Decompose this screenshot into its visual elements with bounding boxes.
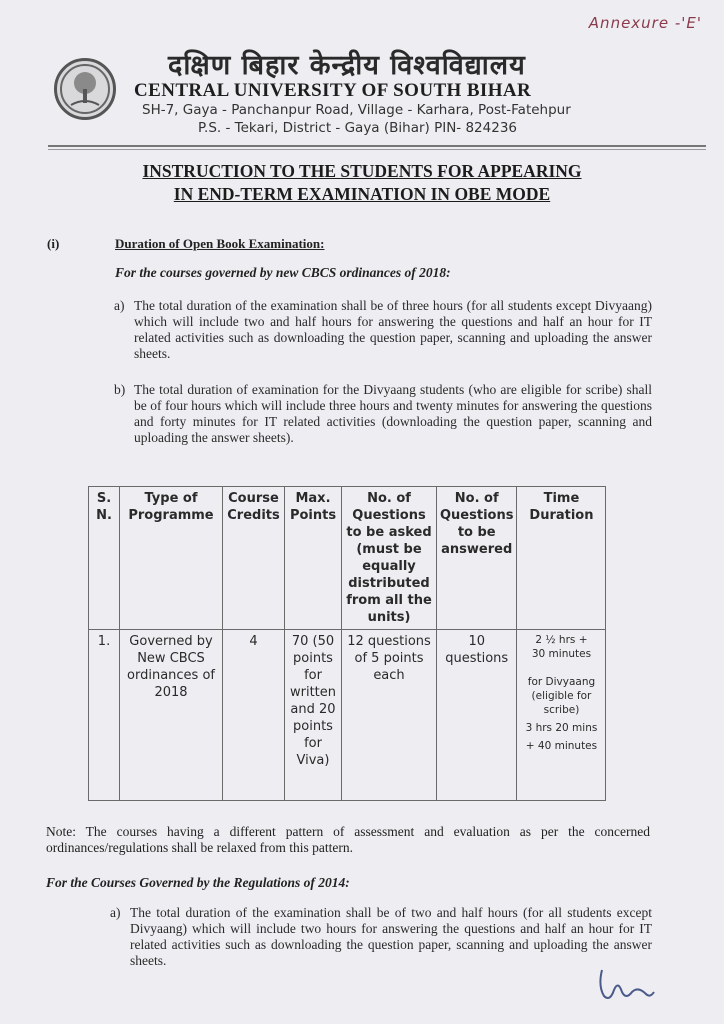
note-paragraph: Note: The courses having a different pattern of assessment and evaluation as per the concerned ordinances/regulations shall be relaxed from this pattern. bbox=[46, 824, 650, 855]
signature-mark bbox=[596, 966, 656, 1004]
paragraph-a bbox=[114, 298, 652, 362]
item-text: The total duration of examination for the Divyaang students (who are eligible for scribe) shall be of four hours which will include three hours and twenty minutes for answering the questions and forty minutes for IT related activities (downloading the question paper, scanning and uploading the answer sheets). bbox=[134, 382, 652, 445]
table-row bbox=[89, 630, 606, 801]
university-name-hindi: दक्षिण बिहार केन्द्रीय विश्वविद्यालय bbox=[168, 50, 526, 81]
header-points: Max. Points bbox=[285, 487, 342, 630]
cell-points: 70 (50 points for written and 20 points for Viva) bbox=[285, 630, 342, 801]
document-title-line-2: IN END-TERM EXAMINATION IN OBE MODE bbox=[173, 184, 551, 204]
address-line-1: SH-7, Gaya - Panchanpur Road, Village - Karhara, Post-Fatehpur bbox=[142, 102, 571, 118]
item-text: The total duration of the examination shall be of three hours (for all students except Divyaang) which will include two and half hours for answering the questions and half an hour for IT related activities such as downloading the question paper, scanning and uploading the answer sheets. bbox=[134, 298, 652, 361]
header-asked: No. of Questions to be asked (must be equally distributed from all the units) bbox=[342, 487, 437, 630]
table-header-row bbox=[89, 487, 606, 630]
section-number: (i) bbox=[47, 236, 60, 251]
duration-divyaang: for Divyaang (eligible for scribe) bbox=[527, 676, 596, 716]
header-divider-thin bbox=[48, 149, 706, 150]
paragraph-2a bbox=[110, 905, 652, 969]
header-programme: Type of Programme bbox=[120, 487, 223, 630]
item-label: b) bbox=[114, 382, 126, 397]
university-name-english: CENTRAL UNIVERSITY OF SOUTH BIHAR bbox=[134, 80, 532, 101]
address-line-2: P.S. - Tekari, District - Gaya (Bihar) PIN- 824236 bbox=[198, 120, 518, 136]
section2-subheading: For the Courses Governed by the Regulations of 2014: bbox=[46, 875, 350, 890]
header-divider bbox=[48, 145, 706, 147]
university-logo bbox=[54, 58, 116, 120]
duration-divyaang-3: + 40 minutes bbox=[525, 740, 598, 752]
duration-main: 2 ½ hrs + bbox=[535, 634, 588, 646]
cell-duration bbox=[517, 630, 606, 801]
item-label: a) bbox=[110, 905, 121, 920]
exam-table bbox=[88, 486, 606, 801]
cell-credits: 4 bbox=[223, 630, 285, 801]
header-credits: Course Credits bbox=[223, 487, 285, 630]
section-subheading: For the courses governed by new CBCS ordinances of 2018: bbox=[115, 265, 451, 280]
item-text: The total duration of the examination shall be of two and half hours (for all students except Divyaang) which will include two hours for answering the questions and half an hour for IT related activities such as downloading the question paper, scanning and uploading the answer sheets. bbox=[130, 905, 652, 968]
cell-asked: 12 questions of 5 points each bbox=[342, 630, 437, 801]
paragraph-b bbox=[114, 382, 652, 446]
header-sn: S. N. bbox=[89, 487, 120, 630]
cell-sn: 1. bbox=[89, 630, 120, 801]
duration-divyaang-2: 3 hrs 20 mins bbox=[525, 722, 598, 734]
annexure-mark: Annexure -'E' bbox=[588, 14, 702, 32]
duration-main-2: 30 minutes bbox=[531, 648, 592, 660]
cell-answered: 10 questions bbox=[437, 630, 517, 801]
document-title-line-1: INSTRUCTION TO THE STUDENTS FOR APPEARING bbox=[142, 161, 582, 181]
header-answered: No. of Questions to be answered bbox=[437, 487, 517, 630]
header-duration: Time Duration bbox=[517, 487, 606, 630]
section-heading: Duration of Open Book Examination: bbox=[115, 236, 325, 251]
cell-programme: Governed by New CBCS ordinances of 2018 bbox=[120, 630, 223, 801]
item-label: a) bbox=[114, 298, 125, 313]
